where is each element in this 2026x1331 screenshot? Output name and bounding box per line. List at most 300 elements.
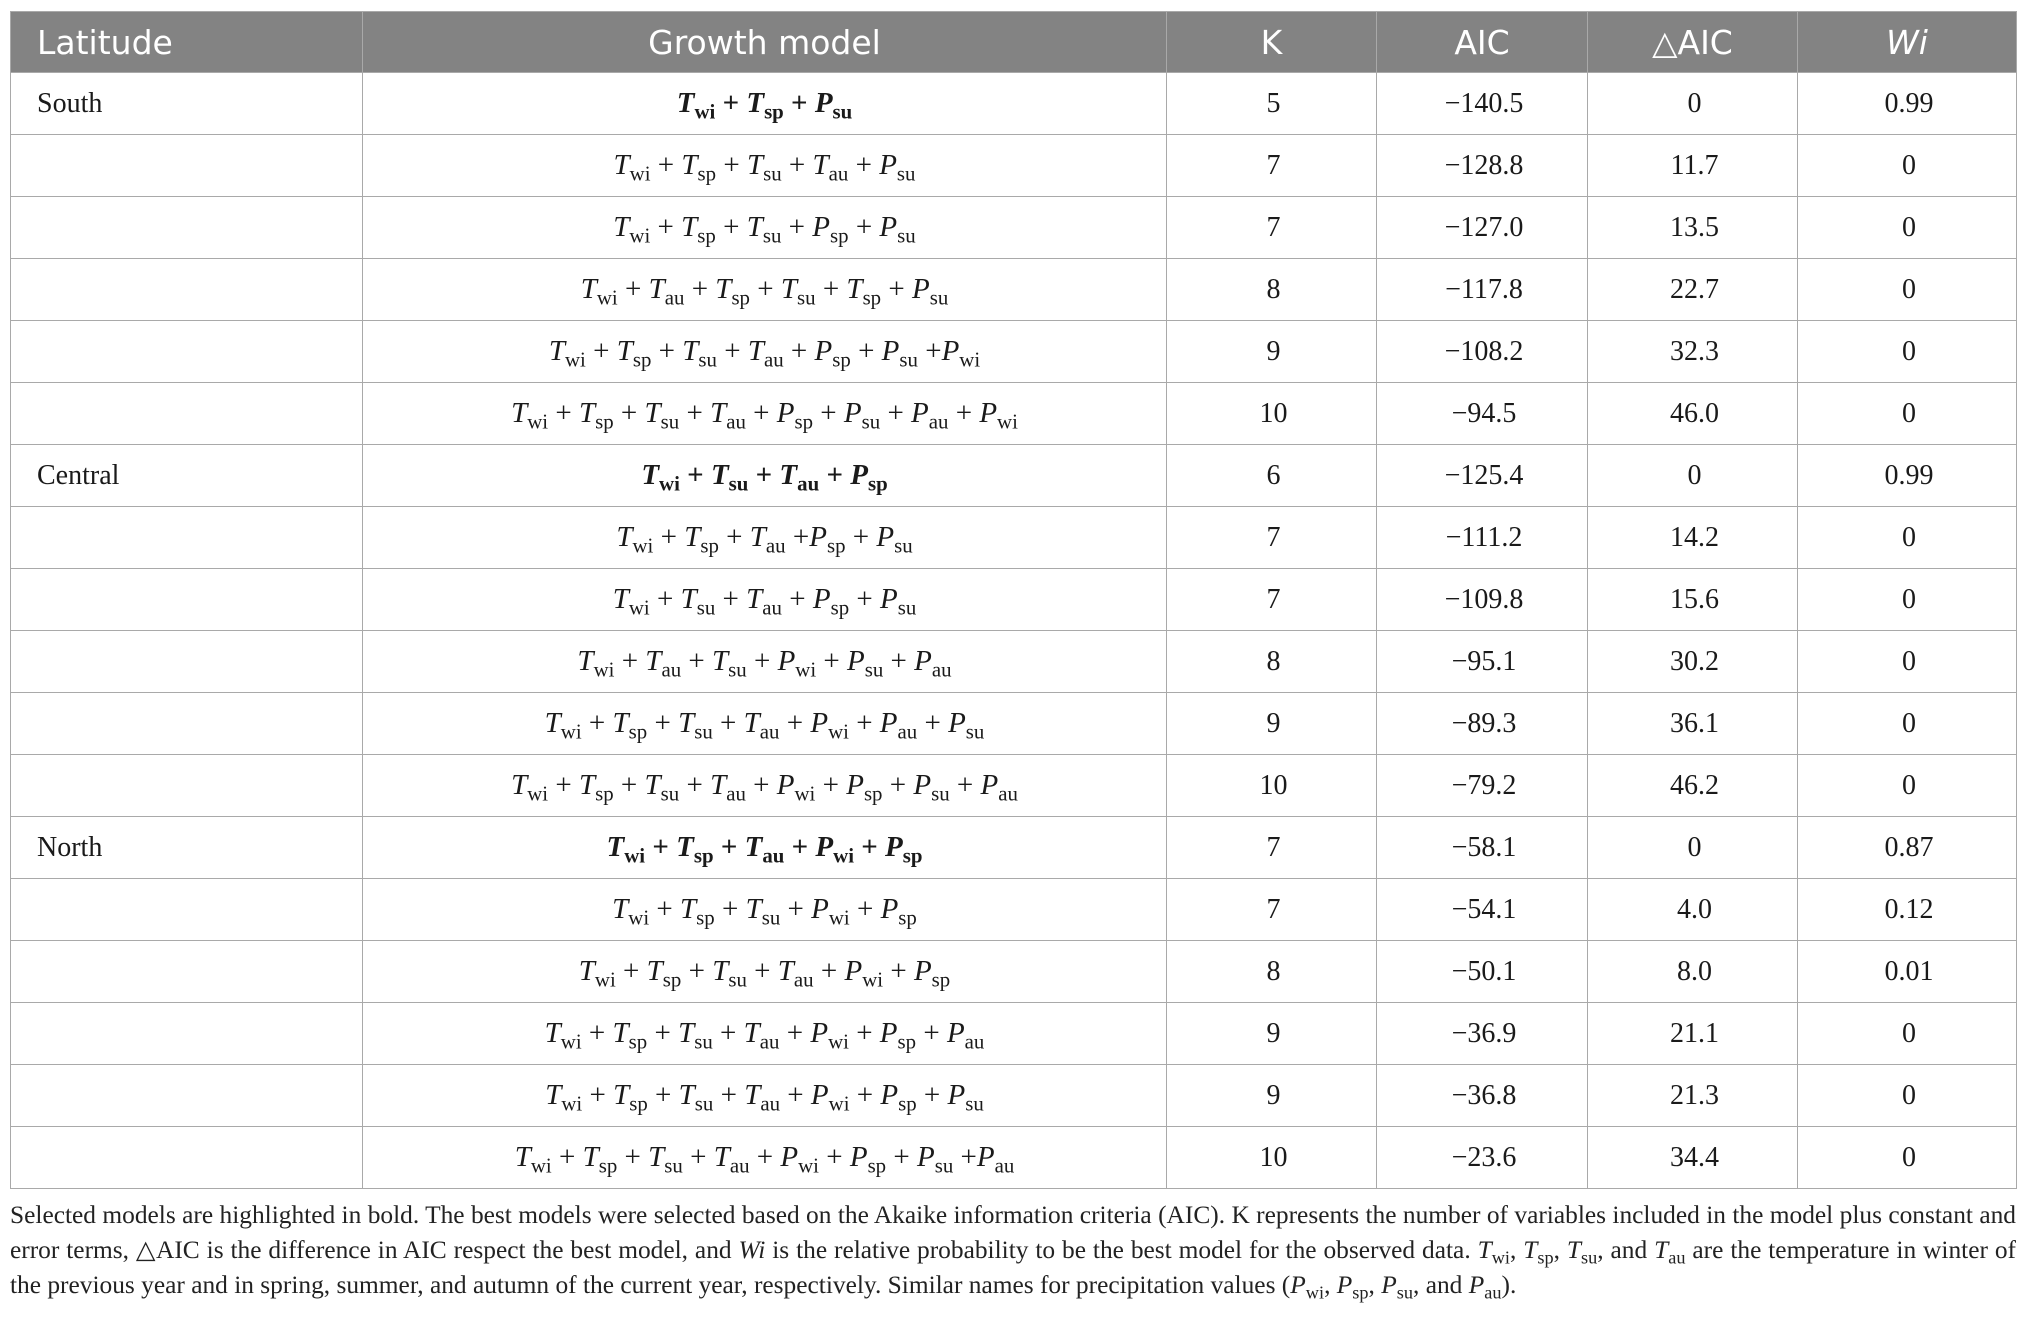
k-cell: 7 [1167, 879, 1377, 941]
aic-cell: −89.3 [1377, 693, 1588, 755]
k-cell: 8 [1167, 259, 1377, 321]
term-variable: T [744, 1079, 761, 1111]
footnote-text-1: Selected models are highlighted in bold. The best models were selected based on the Akaike information criteria (AIC). K represents the number of variables included in the model plus constant and error terms, △AIC is the difference in AIC respect the best model, and [10, 1201, 2016, 1264]
term-subscript: wi [959, 347, 981, 372]
latitude-cell [11, 1127, 363, 1189]
term-subscript: su [1581, 1247, 1598, 1268]
model-term [648, 273, 685, 310]
delta-aic-cell: 46.0 [1588, 383, 1798, 445]
table-row [11, 197, 2017, 259]
term-subscript: au [726, 781, 746, 806]
term-variable: T [613, 149, 630, 181]
term-variable: P [916, 1141, 935, 1173]
delta-aic-cell: 13.5 [1588, 197, 1798, 259]
model-term [613, 1079, 648, 1116]
term-subscript: sp [898, 905, 917, 930]
term-subscript: au [964, 1029, 985, 1054]
term-subscript: su [762, 223, 782, 248]
term-variable: T [514, 1141, 531, 1173]
table-row [11, 321, 2017, 383]
table-row [11, 693, 2017, 755]
table-row [11, 1127, 2017, 1189]
term-subscript: su [894, 533, 913, 558]
term-subscript: su [728, 471, 749, 496]
term-subscript: wi [1491, 1247, 1510, 1268]
model-term [676, 831, 714, 868]
term-variable: P [850, 459, 868, 491]
term-subscript: sp [867, 471, 888, 496]
model-term [514, 1141, 552, 1178]
term-variable: T [1477, 1236, 1492, 1264]
model-term [810, 1017, 849, 1054]
term-subscript: sp [700, 533, 719, 558]
term-variable: T [648, 1141, 665, 1173]
table-row [11, 1003, 2017, 1065]
term-variable: T [744, 831, 763, 863]
k-cell: 8 [1167, 941, 1377, 1003]
model-term [914, 645, 952, 682]
model-term [777, 645, 817, 682]
wi-cell: 0 [1798, 569, 2017, 631]
model-term [911, 273, 949, 310]
growth-model-cell: $T_{wi} + T_{sp} + T_{su} + T_{au} + P_{wi} + P_{sp} + P_{su}$ [363, 1065, 1167, 1127]
model-term [715, 273, 750, 310]
footnote-and-2: , and [1413, 1271, 1469, 1299]
term-subscript: sp [595, 409, 614, 434]
model-term [713, 1141, 750, 1178]
aic-cell: −79.2 [1377, 755, 1588, 817]
growth-model-cell: $T_{wi} + T_{au} + T_{sp} + T_{su} + T_{sp} + P_{su}$ [363, 259, 1167, 321]
model-term [749, 521, 786, 558]
table-row [11, 755, 2017, 817]
term-subscript: wi [560, 719, 582, 744]
term-variable: P [876, 521, 895, 553]
aic-cell: −36.9 [1377, 1003, 1588, 1065]
term-variable: T [680, 893, 697, 925]
term-subscript: sp [832, 347, 851, 372]
model-term [879, 149, 916, 186]
model-term [947, 1079, 984, 1116]
model-term [580, 273, 618, 310]
k-cell: 7 [1167, 135, 1377, 197]
term-subscript: sp [902, 843, 923, 868]
term-variable: T [612, 893, 629, 925]
term-subscript: wi [593, 657, 615, 682]
term-variable: P [1468, 1271, 1485, 1299]
wi-cell: 0.01 [1798, 941, 2017, 1003]
term-variable: P [847, 645, 865, 677]
term-variable: P [879, 707, 898, 739]
wi-cell: 0 [1798, 1127, 2017, 1189]
term-variable: T [612, 707, 629, 739]
term-subscript: su [763, 161, 782, 186]
wi-cell: 0 [1798, 1003, 2017, 1065]
model-term [812, 211, 849, 248]
term-subscript: wi [564, 347, 586, 372]
term-subscript: au [729, 1153, 750, 1178]
term-variable: T [746, 87, 765, 119]
term-variable: P [913, 955, 932, 987]
term-variable: T [578, 397, 596, 429]
term-subscript: su [797, 285, 816, 310]
term-variable: P [881, 335, 900, 367]
model-term [843, 397, 881, 434]
term-variable: P [810, 1079, 829, 1111]
model-term [780, 273, 816, 310]
term-subscript: wi [997, 409, 1018, 434]
term-variable: P [812, 583, 831, 615]
term-variable: T [712, 955, 729, 987]
term-subscript: wi [561, 1091, 583, 1116]
growth-model-cell: $T_{wi} + T_{sp} + T_{su} + P_{wi} + P_{sp}$ [363, 879, 1167, 941]
term-variable: P [885, 831, 903, 863]
model-term [744, 1079, 781, 1116]
table-row [11, 817, 2017, 879]
latitude-cell: South [11, 73, 363, 135]
term-subscript: su [965, 1091, 984, 1116]
growth-model-cell: $T_{wi} + T_{au} + T_{su} + P_{wi} + P_{su} + P_{au}$ [363, 631, 1167, 693]
delta-aic-cell: 0 [1588, 445, 1798, 507]
term-variable: T [616, 521, 633, 553]
model-term [645, 645, 682, 682]
wi-cell: 0 [1798, 383, 2017, 445]
model-term [744, 831, 785, 868]
term-subscript: sp [830, 223, 849, 248]
term-subscript: au [931, 657, 952, 682]
model-term [680, 893, 715, 930]
term-variable: P [979, 397, 998, 429]
term-subscript: sp [897, 1029, 917, 1054]
model-term [747, 335, 784, 372]
term-subscript: wi [828, 1029, 849, 1054]
table-row [11, 941, 2017, 1003]
term-variable: P [879, 1017, 898, 1049]
term-variable: T [511, 769, 528, 801]
wi-cell: 0 [1798, 631, 2017, 693]
term-subscript: au [828, 161, 849, 186]
model-term [682, 335, 717, 372]
k-cell: 10 [1167, 383, 1377, 445]
term-subscript: sp [628, 1029, 648, 1054]
term-subscript: wi [798, 1153, 819, 1178]
term-subscript: su [965, 719, 985, 744]
term-variable: T [548, 335, 565, 367]
term-subscript: wi [527, 409, 549, 434]
term-variable: P [846, 769, 864, 801]
term-variable: T [779, 459, 798, 491]
term-variable: P [815, 831, 834, 863]
term-subscript: au [998, 781, 1018, 806]
aic-cell: −111.2 [1377, 507, 1588, 569]
term-subscript: sp [830, 595, 850, 620]
footnote-text-2: is the relative probability to be the best model for the observed data. [765, 1236, 1478, 1264]
model-term [846, 273, 882, 310]
latitude-cell [11, 197, 363, 259]
term-subscript: wi [828, 1091, 850, 1116]
table-footnote [10, 1198, 2016, 1303]
term-subscript: sp [632, 347, 652, 372]
latitude-cell [11, 383, 363, 445]
model-term [812, 583, 850, 620]
term-subscript: su [931, 781, 950, 806]
aic-cell: −128.8 [1377, 135, 1588, 197]
model-term [911, 397, 949, 434]
table-row [11, 259, 2017, 321]
wi-cell: 0 [1798, 259, 2017, 321]
term-variable: P [980, 769, 999, 801]
term-subscript: wi [624, 843, 646, 868]
term-variable: P [911, 273, 930, 305]
model-term [616, 335, 652, 372]
wi-cell: 0 [1798, 321, 2017, 383]
term-subscript: su [864, 657, 884, 682]
header-latitude: Latitude [11, 12, 363, 73]
term-variable: P [814, 87, 833, 119]
term-subscript: sp [696, 905, 715, 930]
term-variable: T [682, 335, 699, 367]
model-term [880, 1079, 917, 1116]
model-term [678, 707, 713, 744]
table-body [11, 73, 2017, 1189]
term-subscript: su [694, 1029, 713, 1054]
model-term [941, 335, 981, 372]
model-term [814, 335, 851, 372]
model-term [948, 707, 985, 744]
model-term [613, 149, 651, 186]
latitude-cell [11, 879, 363, 941]
term-subscript: su [1396, 1282, 1413, 1303]
term-variable: T [743, 707, 760, 739]
term-subscript: sp [764, 99, 784, 124]
term-subscript: su [698, 347, 717, 372]
model-term [746, 87, 784, 124]
footnote-text-4: ). [1501, 1271, 1517, 1299]
growth-model-cell: $T_{wi} + T_{sp} + T_{su} + T_{au} + P_{wi} + P_{sp} + P_{su} + P_{au}$ [363, 755, 1167, 817]
term-variable: T [676, 831, 694, 863]
term-variable: T [1566, 1236, 1582, 1264]
term-variable: T [777, 955, 794, 987]
footnote-precipitation-last-term [1468, 1271, 1502, 1303]
term-subscript: au [664, 285, 685, 310]
term-subscript: au [994, 1153, 1015, 1178]
aic-cell: −140.5 [1377, 73, 1588, 135]
delta-aic-cell: 34.4 [1588, 1127, 1798, 1189]
term-variable: T [745, 893, 762, 925]
model-term [616, 521, 654, 558]
delta-aic-cell: 32.3 [1588, 321, 1798, 383]
model-term [578, 769, 614, 806]
term-variable: T [544, 707, 561, 739]
model-term [746, 211, 782, 248]
term-subscript: su [897, 595, 917, 620]
term-subscript: sp [1537, 1247, 1554, 1268]
model-term [876, 521, 913, 558]
model-term [648, 1141, 683, 1178]
model-term [745, 893, 781, 930]
model-term [612, 1017, 648, 1054]
term-variable: T [678, 707, 695, 739]
footnote-and-1: , and [1597, 1236, 1655, 1264]
term-variable: T [582, 1141, 599, 1173]
term-variable: P [844, 955, 863, 987]
term-variable: P [911, 397, 929, 429]
k-cell: 7 [1167, 817, 1377, 879]
term-variable: T [544, 1017, 561, 1049]
term-variable: T [746, 149, 764, 181]
term-subscript: su [929, 285, 949, 310]
term-variable: P [880, 583, 898, 615]
table-row [11, 135, 2017, 197]
term-subscript: sp [898, 1091, 917, 1116]
model-term [684, 521, 719, 558]
growth-model-cell: $T_{wi} + T_{sp} + T_{su} + P_{sp} + P_{su}$ [363, 197, 1167, 259]
term-subscript: sp [595, 781, 614, 806]
term-variable: P [1381, 1271, 1397, 1299]
latitude-cell [11, 135, 363, 197]
term-subscript: su [896, 161, 916, 186]
wi-cell: 0 [1798, 755, 2017, 817]
latitude-cell [11, 1065, 363, 1127]
term-subscript: sp [863, 781, 883, 806]
model-term [815, 831, 855, 868]
model-term [613, 211, 651, 248]
aic-cell: −58.1 [1377, 817, 1588, 879]
growth-model-cell: $T_{wi} + T_{sp} + T_{su} + T_{au} + P_{su}$ [363, 135, 1167, 197]
aic-cell: −94.5 [1377, 383, 1588, 445]
footnote-precipitation-terms: $P_{wi}$, $P_{sp}$, $P_{su}$ [1290, 1271, 1413, 1303]
growth-model-cell: $T_{wi} + T_{sp} + T_{au} +P_{sp} + P_{su}$ [363, 507, 1167, 569]
term-subscript: wi [833, 843, 855, 868]
delta-aic-cell: 0 [1588, 73, 1798, 135]
term-subscript: su [664, 1153, 683, 1178]
term-variable: T [645, 645, 662, 677]
term-subscript: su [761, 905, 781, 930]
term-variable: P [880, 1079, 899, 1111]
growth-model-cell: $T_{wi} + T_{sp} + T_{au} + P_{wi} + P_{sp}$ [363, 817, 1167, 879]
model-term [976, 1141, 1015, 1178]
footnote-temperature-last-term [1654, 1236, 1686, 1268]
term-subscript: su [934, 1153, 954, 1178]
term-variable: T [613, 211, 630, 243]
wi-cell: 0.99 [1798, 73, 2017, 135]
latitude-cell [11, 507, 363, 569]
growth-model-cell: $T_{wi} + T_{sp} + P_{su}$ [363, 73, 1167, 135]
term-subscript: au [897, 719, 918, 744]
growth-model-cell: $T_{wi} + T_{sp} + T_{su} + T_{au} + P_{wi} + P_{sp}$ [363, 941, 1167, 1003]
latitude-cell [11, 1003, 363, 1065]
model-selection-table [10, 11, 2017, 1189]
term-subscript: wi [629, 161, 651, 186]
table-row [11, 383, 2017, 445]
term-subscript: au [726, 409, 746, 434]
term-variable: P [810, 1017, 829, 1049]
term-subscript: su [728, 967, 747, 992]
growth-model-cell: $T_{wi} + T_{sp} + T_{su} + T_{au} + P_{wi} + P_{sp} + P_{au}$ [363, 1003, 1167, 1065]
term-subscript: wi [862, 967, 884, 992]
term-subscript: wi [628, 595, 650, 620]
model-term [644, 769, 680, 806]
model-term [1336, 1271, 1369, 1303]
model-term [849, 1141, 887, 1178]
term-variable: T [710, 769, 727, 801]
model-term [811, 893, 850, 930]
term-variable: P [1290, 1271, 1306, 1299]
term-subscript: sp [598, 1153, 618, 1178]
k-cell: 7 [1167, 507, 1377, 569]
term-subscript: sp [629, 1091, 648, 1116]
model-term [743, 1017, 780, 1054]
term-variable: P [843, 397, 862, 429]
latitude-cell: Central [11, 445, 363, 507]
latitude-cell [11, 569, 363, 631]
term-subscript: su [728, 657, 747, 682]
term-variable: P [879, 149, 897, 181]
model-term [946, 1017, 985, 1054]
table-row [11, 879, 2017, 941]
model-term [913, 769, 950, 806]
model-term [1477, 1236, 1510, 1268]
model-term [913, 955, 951, 992]
model-term [712, 955, 747, 992]
term-variable: P [1336, 1271, 1353, 1299]
table-container [10, 11, 2016, 1189]
model-term [511, 397, 549, 434]
wi-cell: 0.12 [1798, 879, 2017, 941]
growth-model-cell: $T_{wi} + T_{sp} + T_{su} + T_{au} + P_{wi} + P_{sp} + P_{su} +P_{au}$ [363, 1127, 1167, 1189]
term-variable: T [612, 1017, 629, 1049]
model-term [606, 831, 646, 868]
model-term [676, 87, 716, 124]
model-term [545, 1079, 583, 1116]
term-variable: P [780, 1141, 799, 1173]
header-aic: AIC [1377, 12, 1588, 73]
term-subscript: au [759, 719, 780, 744]
aic-cell: −109.8 [1377, 569, 1588, 631]
term-subscript: au [762, 843, 785, 868]
term-variable: T [749, 521, 766, 553]
header-delta-aic: △AIC [1588, 12, 1798, 73]
model-term [710, 459, 749, 496]
delta-aic-cell: 0 [1588, 817, 1798, 879]
table-row [11, 569, 2017, 631]
model-term [777, 955, 814, 992]
model-term [779, 459, 820, 496]
k-cell: 10 [1167, 1127, 1377, 1189]
model-term [844, 955, 884, 992]
term-variable: T [846, 273, 863, 305]
model-term [646, 955, 682, 992]
term-variable: T [684, 521, 701, 553]
term-variable: T [712, 645, 729, 677]
term-variable: T [545, 1079, 562, 1111]
term-subscript: sp [697, 223, 716, 248]
term-variable: T [812, 149, 829, 181]
term-subscript: sp [693, 843, 714, 868]
model-term [746, 583, 782, 620]
term-subscript: sp [628, 719, 648, 744]
model-term [776, 397, 814, 434]
k-cell: 9 [1167, 321, 1377, 383]
model-term [1654, 1236, 1686, 1268]
model-term [746, 149, 782, 186]
delta-aic-cell: 36.1 [1588, 693, 1798, 755]
term-variable: T [715, 273, 732, 305]
term-subscript: au [1668, 1247, 1686, 1268]
model-term [812, 149, 849, 186]
model-term [780, 1141, 819, 1178]
header-growth-model: Growth model [363, 12, 1167, 73]
aic-cell: −54.1 [1377, 879, 1588, 941]
